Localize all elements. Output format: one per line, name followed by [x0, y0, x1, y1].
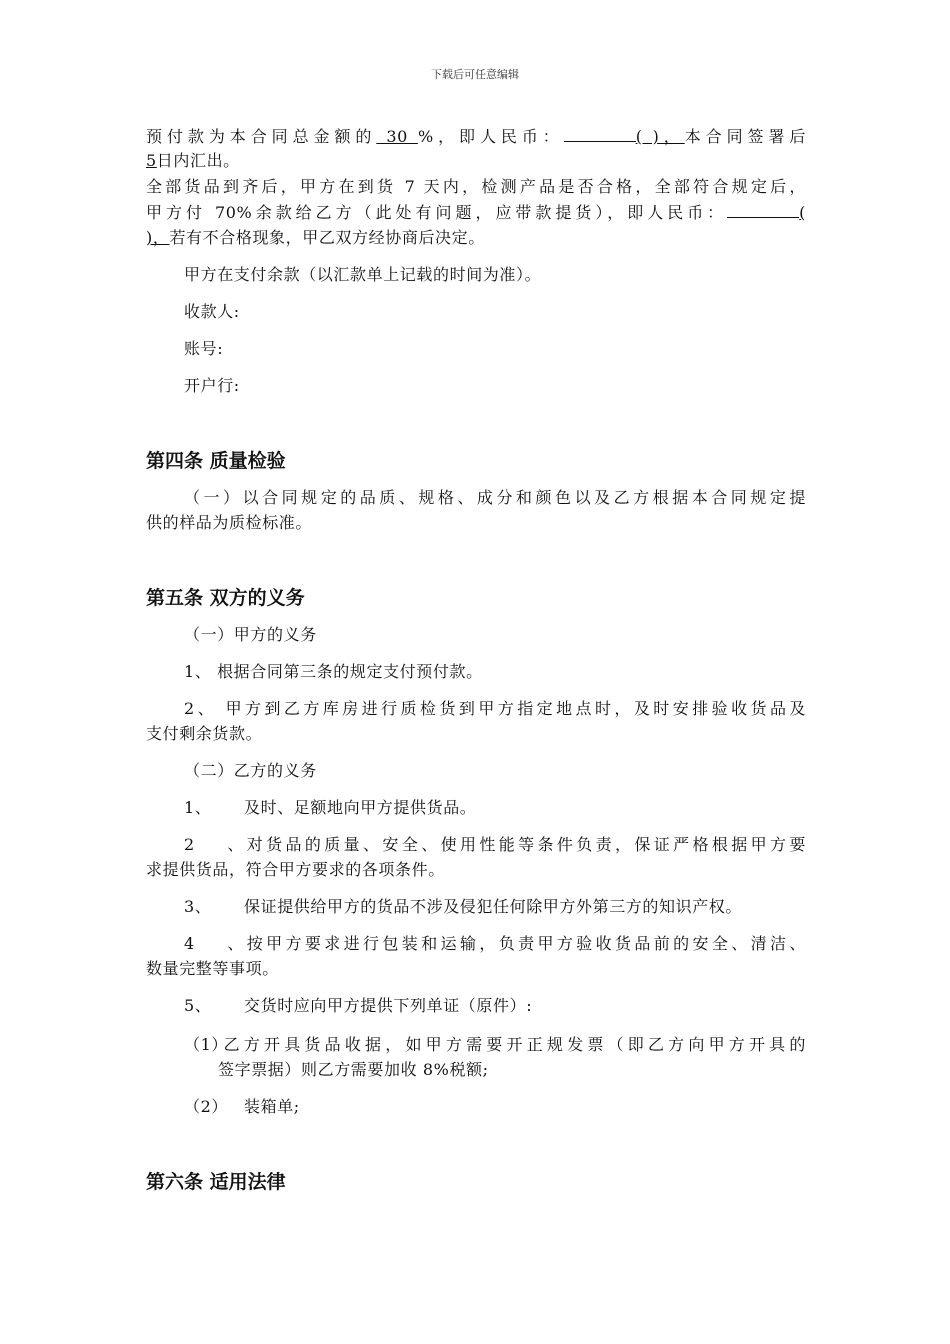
party-b-item-1 — [184, 796, 806, 820]
payment-balance-paren-close: )， — [146, 228, 170, 247]
document-sub-item-1 — [184, 1033, 806, 1057]
payment-line-4 — [146, 201, 806, 225]
document-sub-item-1-text: 乙方开具货品收据，如甲方需要开正规发票（即乙方向甲方开具的 — [220, 1035, 806, 1054]
party-a-item-2-line-2: 支付剩余货款。 — [146, 724, 263, 743]
party-b-item-4-line-2: 数量完整等事项。 — [146, 959, 279, 978]
page-header: 下载后可任意编辑 — [431, 68, 519, 81]
payment-rmb-label: %，即人民币： — [417, 127, 564, 146]
article-4-item-1-line-2: 供的样品为质检标准。 — [146, 513, 313, 532]
payment-balance-rest: 若有不合格现象，甲乙双方经协商后决定。 — [169, 228, 485, 247]
party-b-item-3 — [184, 895, 806, 919]
party-a-item-1: 1、 根据合同第三条的规定支付预付款。 — [184, 662, 483, 681]
party-b-item-2-line-2: 求提供货品，符合甲方要求的各项条件。 — [146, 860, 445, 879]
party-b-item-3-number: 3、 — [184, 897, 212, 916]
document-sub-item-2 — [184, 1095, 806, 1119]
payment-line-5 — [146, 226, 806, 250]
document-sub-item-1-number: （1） — [184, 1035, 228, 1054]
payment-balance-note: 甲方在支付余款（以汇款单上记载的时间为准）。 — [184, 265, 542, 284]
party-b-item-2-number: 2、 — [184, 835, 244, 854]
payment-days-text: 日内汇出。 — [156, 151, 240, 170]
party-b-item-5 — [184, 994, 806, 1018]
payment-amount-paren: ( )， — [635, 127, 685, 146]
article-6-title: 第六条 适用法律 — [146, 1171, 286, 1193]
party-b-item-4-number: 4、 — [184, 934, 244, 953]
party-b-item-2 — [184, 833, 806, 857]
party-b-duties-heading: （二）乙方的义务 — [184, 761, 317, 780]
payment-advance-text: 预付款为本合同总金额的 — [146, 127, 377, 146]
payment-balance-blank — [727, 201, 799, 218]
payment-balance-paren-open: ( — [799, 203, 806, 222]
payment-line-3: 全部货品到齐后，甲方在到货 7 天内，检测产品是否合格，全部符合规定后， — [146, 177, 806, 196]
party-b-item-5-number: 5、 — [184, 996, 212, 1015]
party-b-item-2-text: 对货品的质量、安全、使用性能等条件负责，保证严格根据甲方要 — [244, 835, 806, 854]
payment-days-value: 5 — [146, 151, 157, 170]
payment-sign-text: 本合同签署后 — [684, 127, 806, 146]
article-4-item-1-line-1: （一）以合同规定的品质、规格、成分和颜色以及乙方根据本合同规定提 — [184, 488, 806, 507]
payee-label: 收款人: — [184, 302, 240, 321]
article-5-title: 第五条 双方的义务 — [146, 587, 305, 609]
article-4-title: 第四条 质量检验 — [146, 450, 286, 472]
document-sub-item-2-number: （2） — [184, 1097, 228, 1116]
party-b-item-1-number: 1、 — [184, 798, 212, 817]
document-sub-item-2-text: 装箱单; — [244, 1097, 300, 1116]
payment-line-1 — [146, 125, 806, 149]
party-a-duties-heading: （一）甲方的义务 — [184, 625, 317, 644]
payment-balance-text: 甲方付 70%余款给乙方（此处有问题，应带款提货），即人民币： — [146, 203, 728, 222]
party-a-item-2-line-1: 2、 甲方到乙方库房进行质检货到甲方指定地点时，及时安排验收货品及 — [184, 699, 806, 718]
party-b-item-4 — [184, 932, 806, 956]
party-b-item-5-text: 交货时应向甲方提供下列单证（原件）: — [244, 996, 533, 1015]
party-b-item-3-text: 保证提供给甲方的货品不涉及侵犯任何除甲方外第三方的知识产权。 — [244, 897, 743, 916]
document-sub-item-1-line-2: 签字票据）则乙方需要加收 8%税额; — [218, 1060, 489, 1079]
payment-line-2 — [146, 149, 806, 173]
account-label: 账号: — [184, 339, 224, 358]
party-b-item-1-text: 及时、足额地向甲方提供货品。 — [244, 798, 477, 817]
bank-label: 开户行: — [184, 376, 240, 395]
payment-advance-percent: 30 — [376, 127, 418, 146]
party-b-item-4-text: 按甲方要求进行包装和运输，负责甲方验收货品前的安全、清洁、 — [244, 934, 806, 953]
payment-amount-blank — [564, 125, 636, 142]
